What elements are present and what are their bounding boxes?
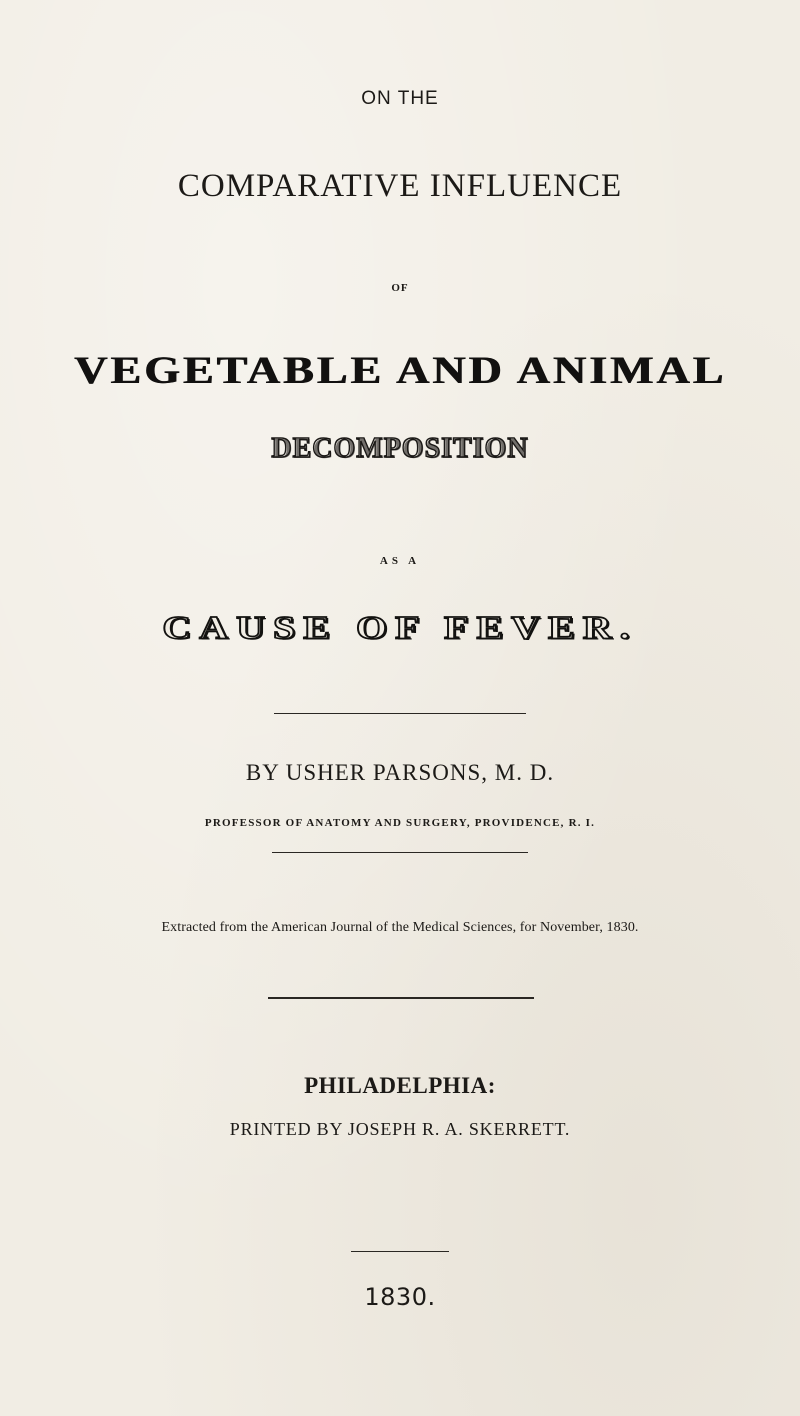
title-prefix: ON THE (361, 88, 439, 109)
imprint-printer: PRINTED BY JOSEPH R. A. SKERRETT. (229, 1119, 571, 1139)
divider-rule (351, 1251, 449, 1252)
title-words-as-a: AS A (379, 555, 421, 567)
divider-rule (272, 852, 528, 853)
divider-rule (268, 997, 534, 999)
divider-rule (274, 713, 526, 714)
source-note: Extracted from the American Journal of the Medical Sciences, for November, 1830. (161, 920, 639, 935)
title-line-cause-of-fever: CAUSE OF FEVER. (162, 609, 638, 646)
author-position: PROFESSOR OF ANATOMY AND SURGERY, PROVIDENCE, R. I. (204, 817, 596, 829)
imprint-year: 1830. (364, 1283, 436, 1311)
title-line-comparative-influence: COMPARATIVE INFLUENCE (177, 168, 623, 204)
title-word-decomposition: DECOMPOSITION (271, 433, 529, 464)
author-byline: BY USHER PARSONS, M. D. (245, 760, 555, 785)
title-line-vegetable-and-animal: VEGETABLE AND ANIMAL (73, 347, 727, 392)
imprint-city: PHILADELPHIA: (304, 1073, 496, 1098)
title-word-of: OF (391, 282, 409, 294)
